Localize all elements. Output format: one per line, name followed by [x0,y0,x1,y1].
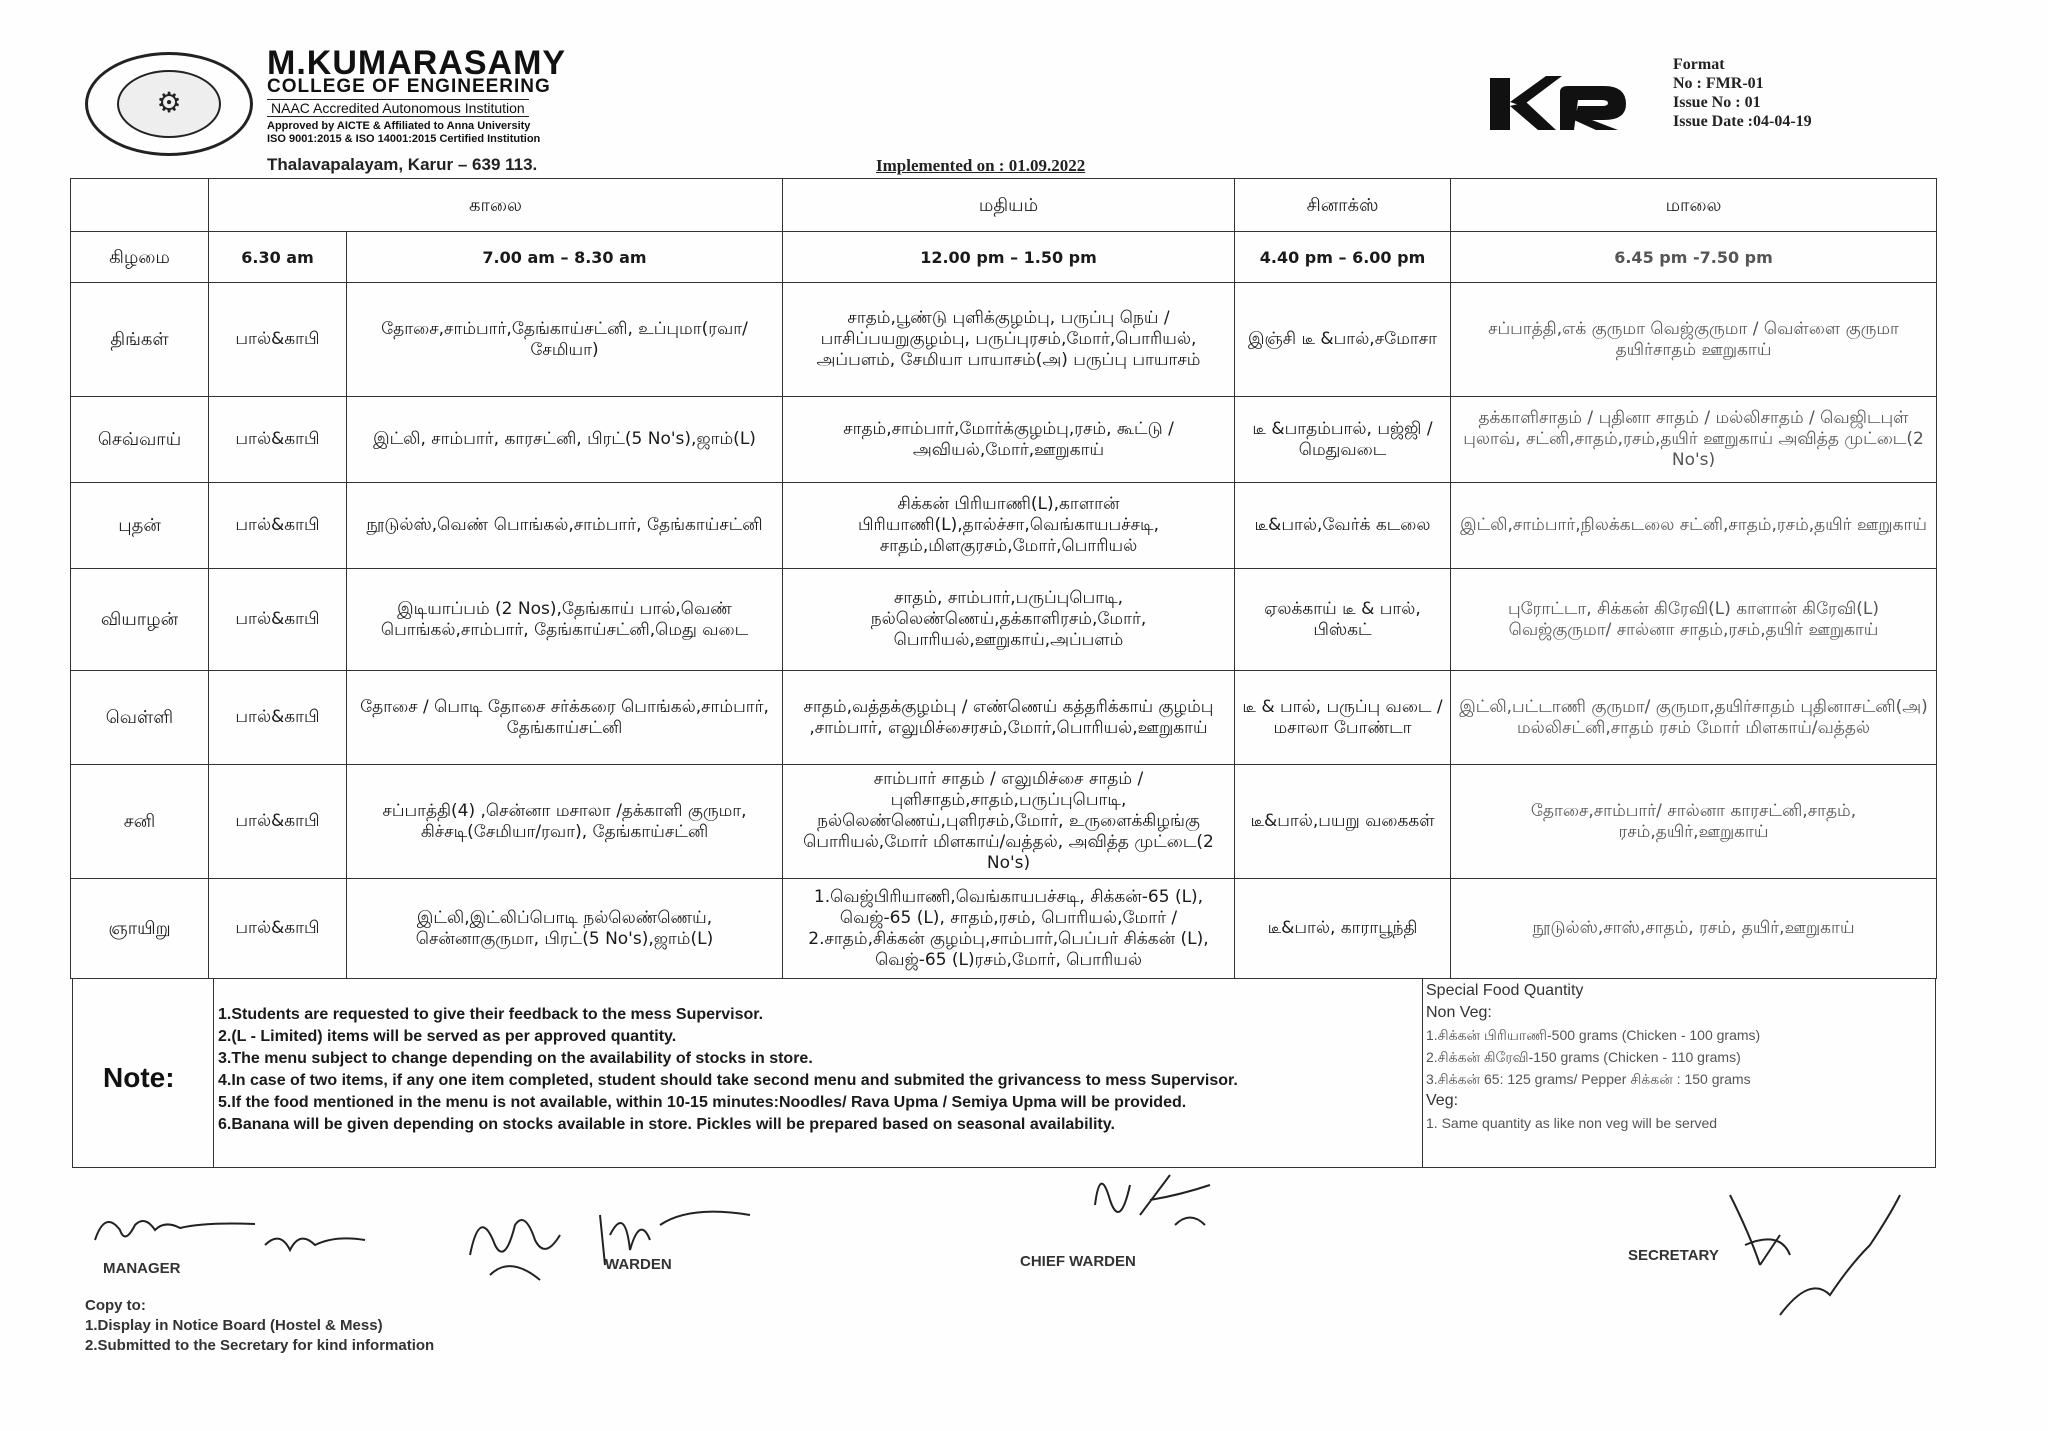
early-cell: பால்&காபி [209,671,347,765]
table-row [71,671,1937,765]
copy-item: 2.Submitted to the Secretary for kind information [85,1337,435,1354]
format-title: Format [1673,56,1725,73]
chief-warden-signature [1080,1155,1230,1245]
lunch-cell: சாதம், சாம்பார்,பருப்புபொடி, நல்லெண்ணெய்,தக்காளிரசம்,மோர், பொரியல்,ஊறுகாய்,அப்பளம் [783,569,1235,671]
note-item: 6.Banana will be given depending on stocks available in store. Pickles will be prepared based on seasonal availability. [218,1116,1115,1133]
lunch-cell: சாம்பார் சாதம் / எலுமிச்சை சாதம் / புளிசாதம்,சாதம்,பருப்புபொடி, நல்லெண்ணெய்,புளிரசம்,மோர், உருளைக்கிழங்கு பொரியல்,மோர் மிளகாய்/வத்தல், அவித்த முட்டை(2 No's) [783,765,1235,879]
format-no: No : FMR-01 [1673,75,1764,92]
header-breakfast: காலை [209,179,783,232]
early-cell: பால்&காபி [209,879,347,979]
chief-warden-label: CHIEF WARDEN [1020,1253,1136,1270]
nonveg-item: 1.சிக்கன் பிரியாணி-500 grams (Chicken - 100 grams) [1426,1027,1761,1043]
breakfast-cell: இடியாப்பம் (2 Nos),தேங்காய் பால்,வெண் பொங்கல்,சாம்பார், தேங்காய்சட்னி,மெது வடை [347,569,783,671]
table-row [71,765,1937,879]
dinner-cell: தக்காளிசாதம் / புதினா சாதம் / மல்லிசாதம் / வெஜிடபுள் புலாவ், சட்னி,சாதம்,ரசம்,தயிர் ஊறுகாய் அவித்த முட்டை(2 No's) [1451,397,1937,483]
note-item: 3.The menu subject to change depending on the availability of stocks in store. [218,1050,813,1067]
time-breakfast: 7.00 am – 8.30 am [347,232,783,283]
lunch-cell: 1.வெஜ்பிரியாணி,வெங்காயபச்சடி, சிக்கன்-65 (L), வெஜ்-65 (L), சாதம்,ரசம், பொரியல்,மோர் / 2.சாதம்,சிக்கன் குழம்பு,சாம்பார்,பெப்பர் சிக்கன் (L), வெஜ்-65 (L)ரசம்,மோர், பொரியல் [783,879,1235,979]
college-name: M.KUMARASAMY [267,44,567,82]
breakfast-cell: நூடுல்ஸ்,வெண் பொங்கல்,சாம்பார், தேங்காய்சட்னி [347,483,783,569]
table-row [71,397,1937,483]
time-early: 6.30 am [209,232,347,283]
emblem-icon: ⚙ [156,86,182,119]
lunch-cell: சாதம்,சாம்பார்,மோர்க்குழம்பு,ரசம், கூட்டு / அவியல்,மோர்,ஊறுகாய் [783,397,1235,483]
snacks-cell: டீ&பால்,பயறு வகைகள் [1235,765,1451,879]
approval-line-1: Approved by AICTE & Affiliated to Anna University [267,120,531,132]
copy-item: 1.Display in Notice Board (Hostel & Mess) [85,1317,383,1334]
approval-text [267,120,540,146]
breakfast-cell: சப்பாத்தி(4) ,சென்னா மசாலா /தக்காளி குருமா, கிச்சடி(சேமியா/ரவா), தேங்காய்சட்னி [347,765,783,879]
note-divider [213,978,214,1168]
day-cell: வியாழன் [71,569,209,671]
snacks-cell: டீ &பாதம்பால், பஜ்ஜி / மெதுவடை [1235,397,1451,483]
approval-line-2: ISO 9001:2015 & ISO 14001:2015 Certified Institution [267,133,541,145]
college-address: Thalavapalayam, Karur – 639 113. [267,155,538,174]
naac-line: NAAC Accredited Autonomous Institution [267,99,529,117]
dinner-cell: புரோட்டா, சிக்கன் கிரேவி(L) காளான் கிரேவி(L) வெஜ்குருமா/ சால்னா சாதம்,ரசம்,தயிர் ஊறுகாய் [1451,569,1937,671]
note-item: 2.(L - Limited) items will be served as per approved quantity. [218,1028,677,1045]
snacks-cell: டீ&பால், காராபூந்தி [1235,879,1451,979]
college-subtitle: COLLEGE OF ENGINEERING [267,76,551,97]
header-dinner: மாலை [1451,179,1937,232]
warden-signature [450,1195,770,1290]
dinner-cell: இட்லி,சாம்பார்,நிலக்கடலை சட்னி,சாதம்,ரசம்,தயிர் ஊறுகாய் [1451,483,1937,569]
time-lunch: 12.00 pm – 1.50 pm [783,232,1235,283]
table-row [71,879,1937,979]
table-row [71,283,1937,397]
table-row [71,569,1937,671]
kr-logo [1486,72,1630,134]
header-lunch: மதியம் [783,179,1235,232]
day-cell: புதன் [71,483,209,569]
note-right-divider [1422,978,1423,1168]
note-item: 1.Students are requested to give their feedback to the mess Supervisor. [218,1006,764,1023]
early-cell: பால்&காபி [209,765,347,879]
time-dinner: 6.45 pm -7.50 pm [1451,232,1937,283]
warden-label: WARDEN [605,1256,672,1273]
format-issue-no: Issue No : 01 [1673,94,1761,111]
nonveg-label: Non Veg: [1426,1004,1492,1021]
breakfast-cell: தோசை,சாம்பார்,தேங்காய்சட்னி, உப்புமா(ரவா/சேமியா) [347,283,783,397]
mess-menu-table [70,178,1937,979]
table-row [71,483,1937,569]
special-title: Special Food Quantity [1426,982,1584,999]
header-blank [71,179,209,232]
manager-label: MANAGER [103,1260,181,1277]
secretary-signature [1720,1175,1920,1325]
early-cell: பால்&காபி [209,397,347,483]
dinner-cell: சப்பாத்தி,எக் குருமா வெஜ்குருமா / வெள்ளை குருமா தயிர்சாதம் ஊறுகாய் [1451,283,1937,397]
snacks-cell: டீ&பால்,வேர்க் கடலை [1235,483,1451,569]
secretary-label: SECRETARY [1628,1247,1719,1264]
day-cell: ஞாயிறு [71,879,209,979]
special-food-quantity [1426,980,1760,1134]
veg-label: Veg: [1426,1092,1459,1109]
section-header-row [71,179,1937,232]
day-cell: திங்கள் [71,283,209,397]
nonveg-item: 2.சிக்கன் கிரேவி-150 grams (Chicken - 110 grams) [1426,1049,1741,1065]
nonveg-item: 3.சிக்கன் 65: 125 grams/ Pepper சிக்கன் : 150 grams [1426,1071,1751,1087]
copy-to [85,1296,434,1356]
snacks-cell: டீ & பால், பருப்பு வடை / மசாலா போண்டா [1235,671,1451,765]
copy-title: Copy to: [85,1297,146,1314]
format-info [1673,55,1812,131]
early-cell: பால்&காபி [209,283,347,397]
lunch-cell: சிக்கன் பிரியாணி(L),காளான் பிரியாணி(L),தால்ச்சா,வெங்காயபச்சடி, சாதம்,மிளகுரசம்,மோர்,பொரியல் [783,483,1235,569]
veg-item: 1. Same quantity as like non veg will be served [1426,1115,1718,1131]
snacks-cell: இஞ்சி டீ &பால்,சமோசா [1235,283,1451,397]
time-snacks: 4.40 pm – 6.00 pm [1235,232,1451,283]
snacks-cell: ஏலக்காய் டீ & பால், பிஸ்கட் [1235,569,1451,671]
note-label: Note: [103,1062,175,1093]
breakfast-cell: இட்லி, சாம்பார், காரசட்னி, பிரட்(5 No's),ஜாம்(L) [347,397,783,483]
dinner-cell: தோசை,சாம்பார்/ சால்னா காரசட்னி,சாதம், ரசம்,தயிர்,ஊறுகாய் [1451,765,1937,879]
lunch-cell: சாதம்,பூண்டு புளிக்குழம்பு, பருப்பு நெய் / பாசிப்பயறுகுழம்பு, பருப்புரசம்,மோர்,பொரியல், அப்பளம், சேமியா பாயாசம்(அ) பருப்பு பாயாசம் [783,283,1235,397]
dinner-cell: இட்லி,பட்டாணி குருமா/ குருமா,தயிர்சாதம் புதினாசட்னி(அ) மல்லிசட்னி,சாதம் ரசம் மோர் மிளகாய்/வத்தல் [1451,671,1937,765]
note-item: 4.In case of two items, if any one item completed, student should take second menu and submited the grivancess to mess Supervisor. [218,1072,1238,1089]
day-cell: சனி [71,765,209,879]
format-issue-date: Issue Date :04-04-19 [1673,113,1812,130]
day-cell: செவ்வாய் [71,397,209,483]
breakfast-cell: இட்லி,இட்லிப்பொடி நல்லெண்ணெய், சென்னாகுருமா, பிரட்(5 No's),ஜாம்(L) [347,879,783,979]
breakfast-cell: தோசை / பொடி தோசை சர்க்கரை பொங்கல்,சாம்பார், தேங்காய்சட்னி [347,671,783,765]
day-cell: வெள்ளி [71,671,209,765]
implemented-date: Implemented on : 01.09.2022 [876,156,1086,175]
time-row [71,232,1937,283]
dinner-cell: நூடுல்ஸ்,சாஸ்,சாதம், ரசம், தயிர்,ஊறுகாய் [1451,879,1937,979]
early-cell: பால்&காபி [209,483,347,569]
early-cell: பால்&காபி [209,569,347,671]
day-column-header: கிழமை [71,232,209,283]
header-snacks: சினாக்ஸ் [1235,179,1451,232]
lunch-cell: சாதம்,வத்தக்குழம்பு / எண்ணெய் கத்தரிக்காய் குழம்பு ,சாம்பார், எலுமிச்சைரசம்,மோர்,பொரியல்,ஊறுகாய் [783,671,1235,765]
note-list [218,1004,1238,1136]
note-item: 5.If the food mentioned in the menu is not available, within 10-15 minutes:Noodles/ Rava Upma / Semiya Upma will be provided. [218,1094,1187,1111]
